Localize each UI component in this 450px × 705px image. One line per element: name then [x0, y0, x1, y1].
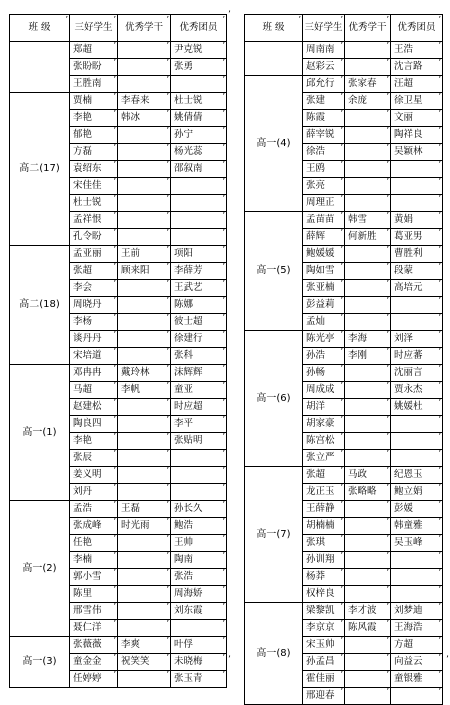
outstanding-member-cell: 陶祥良 ’ [391, 127, 443, 144]
class-name-cell: 高一(3) [10, 637, 70, 688]
outstanding-member-cell: 鲍浩 ’ [171, 518, 227, 535]
table-row [10, 93, 227, 110]
outstanding-member-cell [391, 297, 443, 314]
outstanding-cadre-cell [345, 688, 391, 705]
outstanding-member-cell [391, 314, 443, 331]
header-three-good-student: 三好学生 ’ [70, 15, 118, 42]
outstanding-cadre-cell: 张家春 ’ [345, 76, 391, 93]
class-name-cell: 高二(18) [10, 246, 70, 365]
outstanding-member-cell [391, 195, 443, 212]
table-row [245, 331, 443, 348]
class-name-cell [245, 42, 303, 76]
three-good-student-cell: 陈宫松 ’ [303, 433, 345, 450]
class-name-cell: 高一(2) [10, 501, 70, 637]
outstanding-cadre-cell [118, 620, 171, 637]
outstanding-cadre-cell [345, 654, 391, 671]
outstanding-member-cell: 孙长久 ’ [171, 501, 227, 518]
outstanding-cadre-cell [345, 501, 391, 518]
outstanding-member-cell: 陶南 ’ [171, 552, 227, 569]
three-good-student-cell: 张琪 ’ [303, 535, 345, 552]
three-good-student-cell: 孟浩 ’ [70, 501, 118, 518]
outstanding-cadre-cell: 李帆 ’ [118, 382, 171, 399]
three-good-student-cell: 王鸥 ’ [303, 161, 345, 178]
class-name-cell [10, 42, 70, 93]
outstanding-member-cell: 李薛芳 ’ [171, 263, 227, 280]
outstanding-cadre-cell [345, 637, 391, 654]
three-good-student-cell: 邢迎春 ’ [303, 688, 345, 705]
outstanding-member-cell: 尹克锐 ’ [171, 42, 227, 59]
outstanding-cadre-cell [118, 127, 171, 144]
outstanding-cadre-cell [118, 671, 171, 688]
outstanding-cadre-cell [345, 195, 391, 212]
table-row [245, 212, 443, 229]
outstanding-cadre-cell: 何新胜 ’ [345, 229, 391, 246]
outstanding-cadre-cell: 李才波 ’ [345, 603, 391, 620]
outstanding-member-cell: 张勇 ’ [171, 59, 227, 76]
three-good-student-cell: 赵建松 ’ [70, 399, 118, 416]
three-good-student-cell: 谈丹丹 ’ [70, 331, 118, 348]
outstanding-cadre-cell: 马政 ’ [345, 467, 391, 484]
outstanding-member-cell: 沈丽言 ’ [391, 365, 443, 382]
outstanding-member-cell: 沫辉辉 ’ [171, 365, 227, 382]
outstanding-cadre-cell: 李春来 ’ [118, 93, 171, 110]
outstanding-member-cell [171, 484, 227, 501]
outstanding-member-cell: 纪恩玉 ’ [391, 467, 443, 484]
three-good-student-cell: 胡洋 ’ [303, 399, 345, 416]
three-good-student-cell: 宋玉帅 ’ [303, 637, 345, 654]
outstanding-cadre-cell [345, 59, 391, 76]
three-good-student-cell: 聂仁洋 ’ [70, 620, 118, 637]
three-good-student-cell: 张超 ’ [70, 263, 118, 280]
outstanding-cadre-cell [345, 42, 391, 59]
outstanding-cadre-cell [118, 212, 171, 229]
outstanding-cadre-cell [345, 535, 391, 552]
outstanding-member-cell: 杜士锐 ’ [171, 93, 227, 110]
outstanding-member-cell: 姚倩倩 ’ [171, 110, 227, 127]
outstanding-member-cell [391, 586, 443, 603]
outstanding-cadre-cell: 韩冰 ’ [118, 110, 171, 127]
three-good-student-cell: 梁黎凯 ’ [303, 603, 345, 620]
outstanding-member-cell: 高培元 ’ [391, 280, 443, 297]
outstanding-cadre-cell: 祝笑笑 ’ [118, 654, 171, 671]
outstanding-cadre-cell [118, 161, 171, 178]
outstanding-member-cell: 时应蕃 ’ [391, 348, 443, 365]
header-outstanding-cadre: 优秀学干 ’ [345, 15, 391, 42]
table-row [10, 637, 227, 654]
three-good-student-cell: 袁绍东 ’ [70, 161, 118, 178]
three-good-student-cell: 陶如雪 ’ [303, 263, 345, 280]
outstanding-member-cell: 张贴明 ’ [171, 433, 227, 450]
outstanding-member-cell [171, 195, 227, 212]
outstanding-cadre-cell [118, 586, 171, 603]
three-good-student-cell: 权梓良 ’ [303, 586, 345, 603]
outstanding-member-cell [171, 450, 227, 467]
outstanding-member-cell [171, 620, 227, 637]
three-good-student-cell: 宋佳佳 ’ [70, 178, 118, 195]
outstanding-cadre-cell: 李爽 ’ [118, 637, 171, 654]
class-name-cell: 高一(7) [245, 467, 303, 603]
outstanding-cadre-cell [345, 569, 391, 586]
three-good-student-cell: 胡家豪 ’ [303, 416, 345, 433]
outstanding-member-cell: 童银雅 ’ [391, 671, 443, 688]
three-good-student-cell: 孟灿 ’ [303, 314, 345, 331]
table-row [245, 467, 443, 484]
class-name-cell: 高二(17) [10, 93, 70, 246]
class-name-cell: 高一(5) [245, 212, 303, 331]
three-good-student-cell: 赵彩云 ’ [303, 59, 345, 76]
outstanding-member-cell: 鲍立娟 ’ [391, 484, 443, 501]
three-good-student-cell: 薛辉 ’ [303, 229, 345, 246]
outstanding-cadre-cell: 余庞 ’ [345, 93, 391, 110]
three-good-student-cell: 王薛静 ’ [303, 501, 345, 518]
three-good-student-cell: 孟亚丽 ’ [70, 246, 118, 263]
outstanding-member-cell: 吴玉峰 ’ [391, 535, 443, 552]
outstanding-cadre-cell [118, 569, 171, 586]
outstanding-cadre-cell [118, 76, 171, 93]
three-good-student-cell: 鲍媛媛 ’ [303, 246, 345, 263]
table-row [245, 603, 443, 620]
outstanding-member-cell: 王海浩 ’ [391, 620, 443, 637]
outstanding-cadre-cell [118, 42, 171, 59]
outstanding-member-cell: 刘泽 ’ [391, 331, 443, 348]
header-row [245, 15, 443, 42]
outstanding-member-cell [391, 552, 443, 569]
outstanding-member-cell: 姚媛杜 ’ [391, 399, 443, 416]
outstanding-member-cell: 王浩 ’ [391, 42, 443, 59]
three-good-student-cell: 周晓丹 ’ [70, 297, 118, 314]
outstanding-cadre-cell: 陈风霞 ’ [345, 620, 391, 637]
three-good-student-cell: 孟祥恨 ’ [70, 212, 118, 229]
class-name-cell: 高一(6) [245, 331, 303, 467]
outstanding-cadre-cell [345, 144, 391, 161]
outstanding-member-cell [391, 569, 443, 586]
three-good-student-cell: 张亮 ’ [303, 178, 345, 195]
three-good-student-cell: 李会 ’ [70, 280, 118, 297]
three-good-student-cell: 张辰 ’ [70, 450, 118, 467]
outstanding-member-cell [171, 178, 227, 195]
outstanding-member-cell [391, 416, 443, 433]
three-good-student-cell: 张盼盼 ’ [70, 59, 118, 76]
outstanding-cadre-cell [345, 586, 391, 603]
outstanding-cadre-cell [118, 229, 171, 246]
outstanding-cadre-cell [118, 195, 171, 212]
outstanding-cadre-cell [118, 280, 171, 297]
outstanding-member-cell: 刘东霞 ’ [171, 603, 227, 620]
three-good-student-cell: 邱允行 ’ [303, 76, 345, 93]
three-good-student-cell: 张薇薇 ’ [70, 637, 118, 654]
outstanding-cadre-cell [118, 314, 171, 331]
outstanding-member-cell: 周海娇 ’ [171, 586, 227, 603]
outstanding-cadre-cell: 顾来阳 ’ [118, 263, 171, 280]
outstanding-cadre-cell [345, 314, 391, 331]
outstanding-member-cell: 项阳 ’ [171, 246, 227, 263]
outstanding-member-cell [171, 467, 227, 484]
outstanding-cadre-cell: 韩雪 ’ [345, 212, 391, 229]
header-outstanding-league-member: 优秀团员 ’ [171, 15, 227, 42]
outstanding-member-cell [171, 229, 227, 246]
outstanding-member-cell: 王帅 ’ [171, 535, 227, 552]
outstanding-cadre-cell [118, 484, 171, 501]
header-outstanding-league-member: 优秀团员 ’ [391, 15, 443, 42]
outstanding-member-cell: 彼士超 ’ [171, 314, 227, 331]
three-good-student-cell: 童金金 ’ [70, 654, 118, 671]
outstanding-member-cell: 韩童雅 ’ [391, 518, 443, 535]
outstanding-cadre-cell [345, 552, 391, 569]
outstanding-cadre-cell [118, 535, 171, 552]
outstanding-cadre-cell: 戴玲林 ’ [118, 365, 171, 382]
outstanding-member-cell: 黄娟 ’ [391, 212, 443, 229]
three-good-student-cell: 周理正 ’ [303, 195, 345, 212]
outstanding-member-cell: 汪超 ’ [391, 76, 443, 93]
three-good-student-cell: 周南南 ’ [303, 42, 345, 59]
outstanding-member-cell: 徐卫星 ’ [391, 93, 443, 110]
outstanding-member-cell: 张科 ’ [171, 348, 227, 365]
three-good-student-cell: 陈霞 ’ [303, 110, 345, 127]
three-good-student-cell: 孙浩 ’ [303, 348, 345, 365]
outstanding-member-cell: 时应超 ’ [171, 399, 227, 416]
outstanding-cadre-cell [345, 365, 391, 382]
three-good-student-cell: 王胜南 ’ [70, 76, 118, 93]
header-outstanding-cadre: 优秀学干 ’ [118, 15, 171, 42]
outstanding-member-cell: 葛亚男 ’ [391, 229, 443, 246]
three-good-student-cell: 孙畅 ’ [303, 365, 345, 382]
three-good-student-cell: 方磊 ’ [70, 144, 118, 161]
roster-body-left [10, 42, 227, 688]
outstanding-cadre-cell [345, 246, 391, 263]
paragraph-mark: ’ [228, 655, 231, 665]
roster-table-right [244, 14, 443, 705]
paragraph-mark: ’ [228, 10, 231, 20]
outstanding-member-cell: 贾永杰 ’ [391, 382, 443, 399]
three-good-student-cell: 张建 ’ [303, 93, 345, 110]
outstanding-cadre-cell [118, 178, 171, 195]
outstanding-cadre-cell: 李刚 ’ [345, 348, 391, 365]
outstanding-member-cell: 杨光蕊 ’ [171, 144, 227, 161]
three-good-student-cell: 彭益莉 ’ [303, 297, 345, 314]
outstanding-cadre-cell [118, 552, 171, 569]
header-three-good-student: 三好学生 ’ [303, 15, 345, 42]
header-row [10, 15, 227, 42]
outstanding-cadre-cell [345, 382, 391, 399]
outstanding-member-cell: 吴颖林 ’ [391, 144, 443, 161]
header-class: 班 级 ’ [10, 15, 70, 42]
outstanding-member-cell: 方超 ’ [391, 637, 443, 654]
class-name-cell: 高一(1) [10, 365, 70, 501]
outstanding-cadre-cell [345, 280, 391, 297]
three-good-student-cell: 邓冉冉 ’ [70, 365, 118, 382]
outstanding-member-cell [391, 433, 443, 450]
outstanding-member-cell: 邵叙南 ’ [171, 161, 227, 178]
three-good-student-cell: 郭小雪 ’ [70, 569, 118, 586]
three-good-student-cell: 李楠 ’ [70, 552, 118, 569]
three-good-student-cell: 张立严 ’ [303, 450, 345, 467]
three-good-student-cell: 杨莽 ’ [303, 569, 345, 586]
outstanding-cadre-cell: 王磊 ’ [118, 501, 171, 518]
outstanding-cadre-cell [118, 603, 171, 620]
outstanding-cadre-cell [345, 518, 391, 535]
outstanding-member-cell: 张浩 ’ [171, 569, 227, 586]
three-good-student-cell: 霍佳丽 ’ [303, 671, 345, 688]
outstanding-cadre-cell [345, 399, 391, 416]
three-good-student-cell: 姜义明 ’ [70, 467, 118, 484]
outstanding-cadre-cell [118, 348, 171, 365]
three-good-student-cell: 宋培道 ’ [70, 348, 118, 365]
table-row [245, 76, 443, 93]
three-good-student-cell: 孙孟昌 ’ [303, 654, 345, 671]
outstanding-cadre-cell [345, 671, 391, 688]
outstanding-member-cell [391, 178, 443, 195]
outstanding-member-cell: 彭媛 ’ [391, 501, 443, 518]
outstanding-cadre-cell [345, 178, 391, 195]
outstanding-member-cell: 向益云 ’ [391, 654, 443, 671]
outstanding-cadre-cell [345, 416, 391, 433]
outstanding-cadre-cell [118, 416, 171, 433]
outstanding-cadre-cell [345, 297, 391, 314]
outstanding-member-cell [391, 450, 443, 467]
three-good-student-cell: 张超 ’ [303, 467, 345, 484]
three-good-student-cell: 李杨 ’ [70, 314, 118, 331]
outstanding-member-cell: 段蒙 ’ [391, 263, 443, 280]
outstanding-member-cell: 沈言路 ’ [391, 59, 443, 76]
outstanding-cadre-cell [345, 450, 391, 467]
three-good-student-cell: 邢雪伟 ’ [70, 603, 118, 620]
outstanding-member-cell: 曹胜利 ’ [391, 246, 443, 263]
outstanding-cadre-cell [345, 433, 391, 450]
roster-table-left [9, 14, 227, 688]
three-good-student-cell: 马超 ’ [70, 382, 118, 399]
outstanding-cadre-cell [118, 450, 171, 467]
three-good-student-cell: 刘丹 ’ [70, 484, 118, 501]
outstanding-member-cell: 刘梦迪 ’ [391, 603, 443, 620]
outstanding-cadre-cell [118, 144, 171, 161]
three-good-student-cell: 任婷婷 ’ [70, 671, 118, 688]
outstanding-cadre-cell [345, 110, 391, 127]
outstanding-cadre-cell [118, 297, 171, 314]
three-good-student-cell: 陈光亭 ’ [303, 331, 345, 348]
outstanding-cadre-cell [118, 59, 171, 76]
outstanding-cadre-cell: 张略略 ’ [345, 484, 391, 501]
three-good-student-cell: 周成成 ’ [303, 382, 345, 399]
table-row [245, 42, 443, 59]
outstanding-cadre-cell [345, 263, 391, 280]
three-good-student-cell: 郑超 ’ [70, 42, 118, 59]
three-good-student-cell: 孙训翔 ’ [303, 552, 345, 569]
outstanding-member-cell: 徐建行 ’ [171, 331, 227, 348]
outstanding-member-cell: 陈娜 ’ [171, 297, 227, 314]
outstanding-member-cell: 童亚 ’ [171, 382, 227, 399]
outstanding-member-cell [171, 212, 227, 229]
three-good-student-cell: 任艳 ’ [70, 535, 118, 552]
paragraph-mark: ’ [446, 655, 449, 665]
outstanding-member-cell: 李平 ’ [171, 416, 227, 433]
three-good-student-cell: 陈里 ’ [70, 586, 118, 603]
outstanding-cadre-cell: 时光雨 ’ [118, 518, 171, 535]
outstanding-member-cell: 未晓梅 ’ [171, 654, 227, 671]
outstanding-member-cell: 张玉青 ’ [171, 671, 227, 688]
three-good-student-cell: 贾楠 ’ [70, 93, 118, 110]
outstanding-member-cell: 王武艺 ’ [171, 280, 227, 297]
outstanding-member-cell: 叶俘 ’ [171, 637, 227, 654]
roster-body-right [245, 42, 443, 705]
class-name-cell: 高一(8) [245, 603, 303, 705]
three-good-student-cell: 薛宰锐 ’ [303, 127, 345, 144]
three-good-student-cell: 郁艳 ’ [70, 127, 118, 144]
outstanding-cadre-cell: 李海 ’ [345, 331, 391, 348]
three-good-student-cell: 徐浩 ’ [303, 144, 345, 161]
outstanding-member-cell [391, 688, 443, 705]
three-good-student-cell: 李艳 ’ [70, 433, 118, 450]
outstanding-cadre-cell [345, 127, 391, 144]
three-good-student-cell: 孔令盼 ’ [70, 229, 118, 246]
three-good-student-cell: 龙正玉 ’ [303, 484, 345, 501]
three-good-student-cell: 杜士锐 ’ [70, 195, 118, 212]
three-good-student-cell: 张亚楠 ’ [303, 280, 345, 297]
outstanding-member-cell [171, 76, 227, 93]
three-good-student-cell: 陶良四 ’ [70, 416, 118, 433]
header-class: 班 级 ’ [245, 15, 303, 42]
outstanding-member-cell: 孙宁 ’ [171, 127, 227, 144]
outstanding-cadre-cell [118, 467, 171, 484]
outstanding-member-cell: 文丽 ’ [391, 110, 443, 127]
table-row [10, 246, 227, 263]
three-good-student-cell: 孟苗苗 ’ [303, 212, 345, 229]
three-good-student-cell: 张成峰 ’ [70, 518, 118, 535]
outstanding-cadre-cell [345, 161, 391, 178]
three-good-student-cell: 李京京 ’ [303, 620, 345, 637]
outstanding-cadre-cell [118, 331, 171, 348]
table-row [10, 42, 227, 59]
table-row [10, 365, 227, 382]
outstanding-cadre-cell [118, 399, 171, 416]
table-row [10, 501, 227, 518]
class-name-cell: 高一(4) [245, 76, 303, 212]
three-good-student-cell: 胡楠楠 ’ [303, 518, 345, 535]
outstanding-cadre-cell [118, 433, 171, 450]
outstanding-member-cell [391, 161, 443, 178]
outstanding-cadre-cell: 王前 ’ [118, 246, 171, 263]
three-good-student-cell: 李艳 ’ [70, 110, 118, 127]
